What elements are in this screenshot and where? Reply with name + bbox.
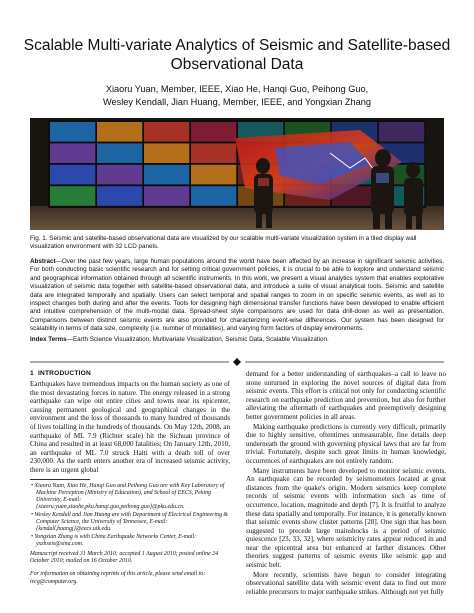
section-title: INTRODUCTION — [37, 370, 91, 377]
index-terms — [30, 336, 444, 344]
section-heading — [30, 370, 230, 377]
footnote-affiliation-3: • Yongxian Zhang is with China Earthquake Networks Center, E-mail: yxzhseis@sina.com. — [31, 534, 197, 548]
footnote-affiliation-2: • Wesley Kendall and Jian Huang are with Department of Electrical Engineering & Computer Science, the University of Tennessee, E-mail: {kendall,huangj}@eecs.utk.edu. — [31, 511, 228, 533]
abstract — [30, 258, 444, 334]
lcd-panel — [191, 186, 236, 206]
lcd-panel — [191, 143, 236, 163]
lcd-panel — [50, 186, 95, 206]
lcd-panel — [50, 122, 95, 142]
intro-paragraph-3: Making earthquake predictions is currently very difficult, primarily due to highly sensitive, oftentimes unmeasurable, fine details deep underneath the ground with governing physical laws that are far from trivial. Fortunately, despite such great limits in human knowledge, occurrences of earthquakes are not entirely random. — [246, 422, 446, 465]
lcd-panel — [144, 165, 189, 185]
left-column — [30, 370, 230, 592]
lcd-panel — [50, 143, 95, 163]
lcd-panel — [191, 122, 236, 142]
index-terms-text: —Earth Science Visualization, Multivariate Visualization, Seismic Data, Scalable Visualization. — [66, 336, 329, 343]
lcd-panel — [144, 122, 189, 142]
lcd-panel — [97, 165, 142, 185]
figure-photo — [30, 118, 444, 230]
author-line-2: Wesley Kendall, Jian Huang, Member, IEEE, and Yongxian Zhang — [103, 96, 371, 107]
intro-paragraph-2: demand for a better understanding of earthquakes–a call to leave no stone unturned in exploring the novel sources of digital data from seismic events. This effort is critical not only for conducting scientific research on earthquake prediction and prevention, but also for further alleviating the aftermath of earthquakes and preemptively designing better government policies in all areas. — [246, 370, 446, 421]
lcd-panel — [97, 122, 142, 142]
right-column — [246, 370, 446, 597]
intro-paragraph-5: More recently, scientists have begun to consider integrating observational satellite data with seismic event data to find out more reliable precursors to major earthquake strikes. Although not yet fully — [246, 570, 446, 596]
lcd-panel — [191, 165, 236, 185]
intro-paragraph-4: Many instruments have been developed to monitor seismic events. An earthquake can be recorded by seismometers located at great distances from the quake's origin. Modern seismics keep complete records of seismic events with information such as time of occurrence, location, magnitude and depth [7]. It is fruitful to analyze these data spatially and temporally. For instance, it is generally known that seismic events show cluster patterns [28]. One sign that has been suggested to precede large mainshocks is a period of seismic quiescence [23, 33, 32], where seismicity rates appear reduced in and near the epicentral area but enhanced at farther distances. Other theories suggest patterns of seismic events like seismic gap and seismic belt. — [246, 466, 446, 570]
manuscript-received: Manuscript received 31 March 2010; accepted 1 August 2010; posted online 24 October 2010; mailed on 16 October 2010. — [30, 551, 219, 565]
lcd-panel — [97, 143, 142, 163]
lcd-panel — [144, 186, 189, 206]
abstract-label: Abstract — [30, 258, 56, 265]
section-number: 1 — [30, 370, 34, 377]
abstract-text: —Over the past few years, large human populations around the world have been affected by an increase in significant seismic activities. For both conducting basic scientific research and for setting critical government policies, it is crucial to be able to explore and understand seismic and geographical information obtained through all scientific instruments. In this work, we present a visual analytics system that enables explorative visualization of seismic data together with satellite-based observational data, and introduce a suite of visual analytical tools. Seismic and satellite data are integrated temporally and spatially. Users can select temporal and spatial ranges to zoom in on specific seismic events, as well as to inspect changes both during and after the events. Tools for designing high dimensional transfer functions have been developed to enable efficient and intuitive comprehension of the multi-modal data. Spread-sheet style comparisons are used for data drill-down as well as presentation. Comparisons between distinct seismic events are also provided for characterizing event-wise differences. Our system has been designed for scalability in terms of data size, complexity (i.e. number of modalities), and varying form factors of display environments. — [30, 258, 444, 333]
intro-paragraph-1: Earthquakes have tremendous impacts on the human society as one of the most devastating forces in nature. The energy released in a strong earthquake can wipe out entire cities and towns near its epicenter, causing permanent geological and geographical changes in the environment and the loss of thousands to many hundred of thousands of lives totalling in the hundreds of thousands. On May 12th, 2008, an earthquake of ML 7.9 (Richter scale) hit the Sichuan province of China and resulted in at least 68,000 fatalities; On January 12th, 2010, an earthquake of ML 7.0 struck Haiti with a death toll of over 230,000. As the earth enters another era of increased seismic activity, there is an urgent global — [30, 380, 230, 474]
lcd-panel — [144, 143, 189, 163]
reprint-info: For information on obtaining reprints of this article, please send email to: tvcg@computer.org. — [30, 571, 206, 585]
lcd-panel — [50, 165, 95, 185]
figure-caption: Fig. 1. Seismic and satellite-based observational data are visualized by our scalable multi-variate visualization system in a tiled display wall visualization environment with 32 LCD panels. — [30, 235, 417, 251]
author-list — [30, 83, 444, 108]
display-wall-photo — [30, 118, 444, 230]
index-terms-label: Index Terms — [30, 336, 67, 343]
lcd-panel — [379, 122, 424, 142]
lcd-panel — [97, 186, 142, 206]
paper-title: Scalable Multi-variate Analytics of Seismic and Satellite-based Observational Data — [23, 37, 451, 73]
author-line-1: Xiaoru Yuan, Member, IEEE, Xiao He, Hanqi Guo, Peihong Guo, — [105, 84, 369, 94]
footnote-rule — [30, 479, 90, 480]
section-separator — [30, 353, 444, 361]
footnote-affiliation-1: • Xiaoru Yuan, Xiao He, Hanqi Guo and Peihong Guo are with Key Laboratory of Machine Perception (Ministry of Education), and School of EECS, Peking University, E-mail: {xiaoru.yuan,xiaohe,pku.hanqi.guo,peihong.guo}@pku.edu.cn. — [31, 482, 225, 510]
